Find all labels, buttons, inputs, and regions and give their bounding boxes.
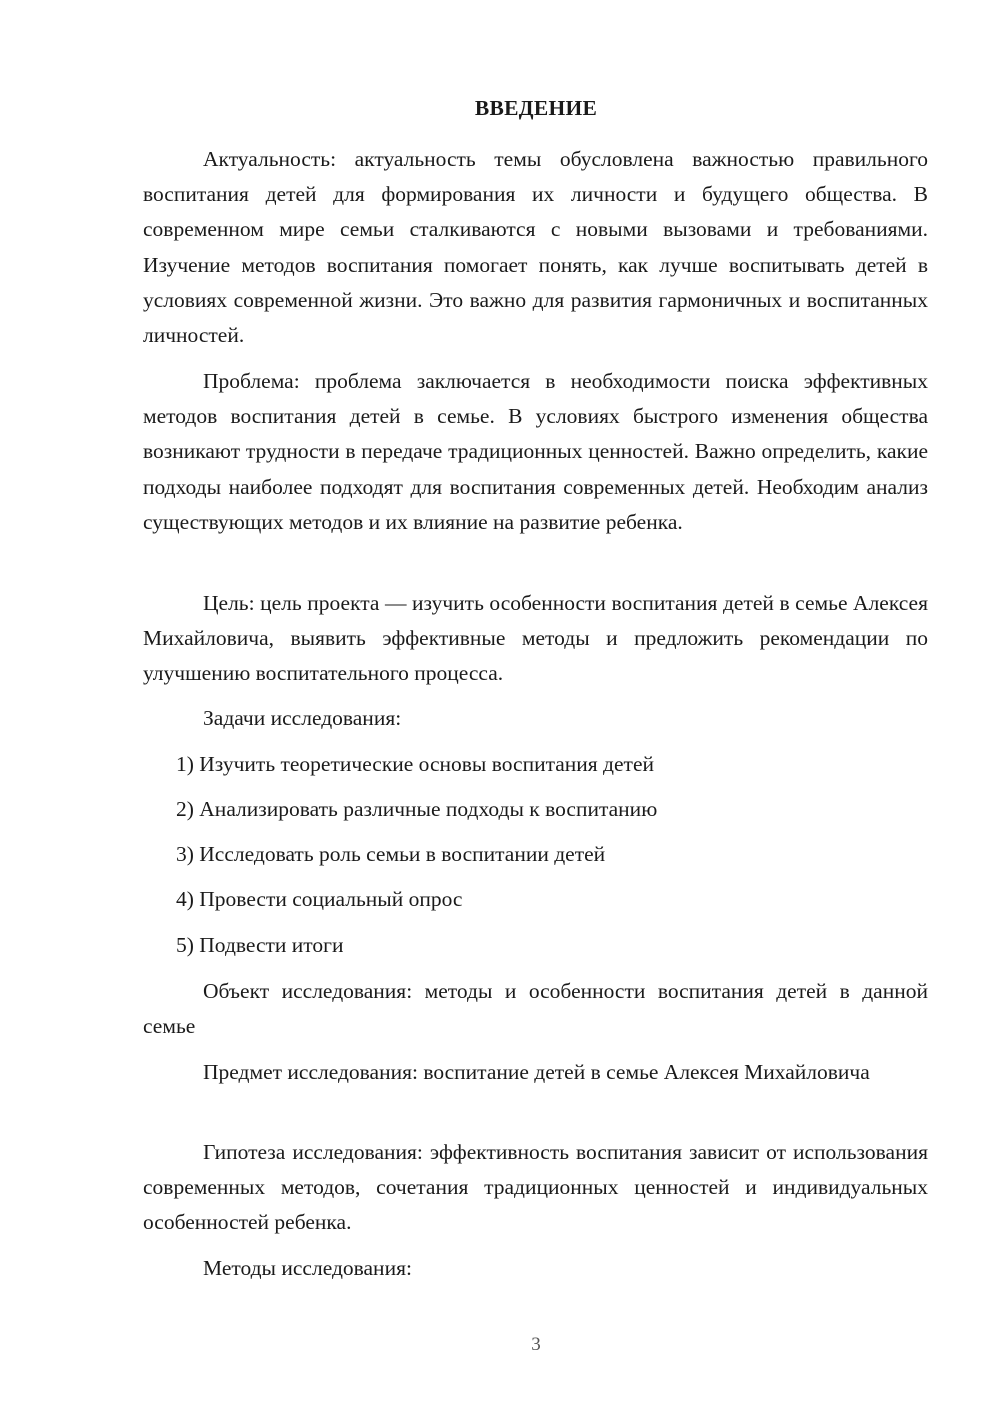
list-item: 1) Изучить теоретические основы воспитания детей (176, 752, 654, 776)
list-item: 3) Исследовать роль семьи в воспитании детей (176, 842, 606, 866)
paragraph-hypothesis: Гипотеза исследования: эффективность воспитания зависит от использования современных методов, сочетания традиционных ценностей и индивидуальных особенностей ребенка. (143, 1140, 928, 1235)
page-title: ВВЕДЕНИЕ (474, 96, 598, 120)
methods-heading: Методы исследования: (203, 1256, 412, 1280)
paragraph-object: Объект исследования: методы и особенности воспитания детей в данной семье (143, 979, 928, 1039)
tasks-heading: Задачи исследования: (203, 706, 402, 730)
paragraph-goal: Цель: цель проекта — изучить особенности воспитания детей в семье Алексея Михайловича, выявить эффективные методы и предложить рекомендации по улучшению воспитательного процесса. (143, 591, 928, 686)
list-item: 2) Анализировать различные подходы к воспитанию (176, 797, 658, 821)
list-item: 5) Подвести итоги (176, 933, 344, 957)
page-number: 3 (531, 1334, 541, 1355)
list-item: 4) Провести социальный опрос (176, 887, 463, 911)
paragraph-relevance: Актуальность: актуальность темы обусловлена важностью правильного воспитания детей для формирования их личности и будущего общества. В современном мире семьи сталкиваются с новыми вызовами и требованиями. Изучение методов воспитания помогает понять, как лучше воспитывать детей в условиях современной жизни. Это важно для развития гармоничных и воспитанных личностей. (143, 147, 928, 348)
paragraph-subject: Предмет исследования: воспитание детей в семье Алексея Михайловича (203, 1060, 870, 1084)
paragraph-problem: Проблема: проблема заключается в необходимости поиска эффективных методов воспитания детей в семье. В условиях быстрого изменения общества возникают трудности в передаче традиционных ценностей. Важно определить, какие подходы наиболее подходят для воспитания современных детей. Необходим анализ существующих методов и их влияние на развитие ребенка. (143, 369, 928, 534)
